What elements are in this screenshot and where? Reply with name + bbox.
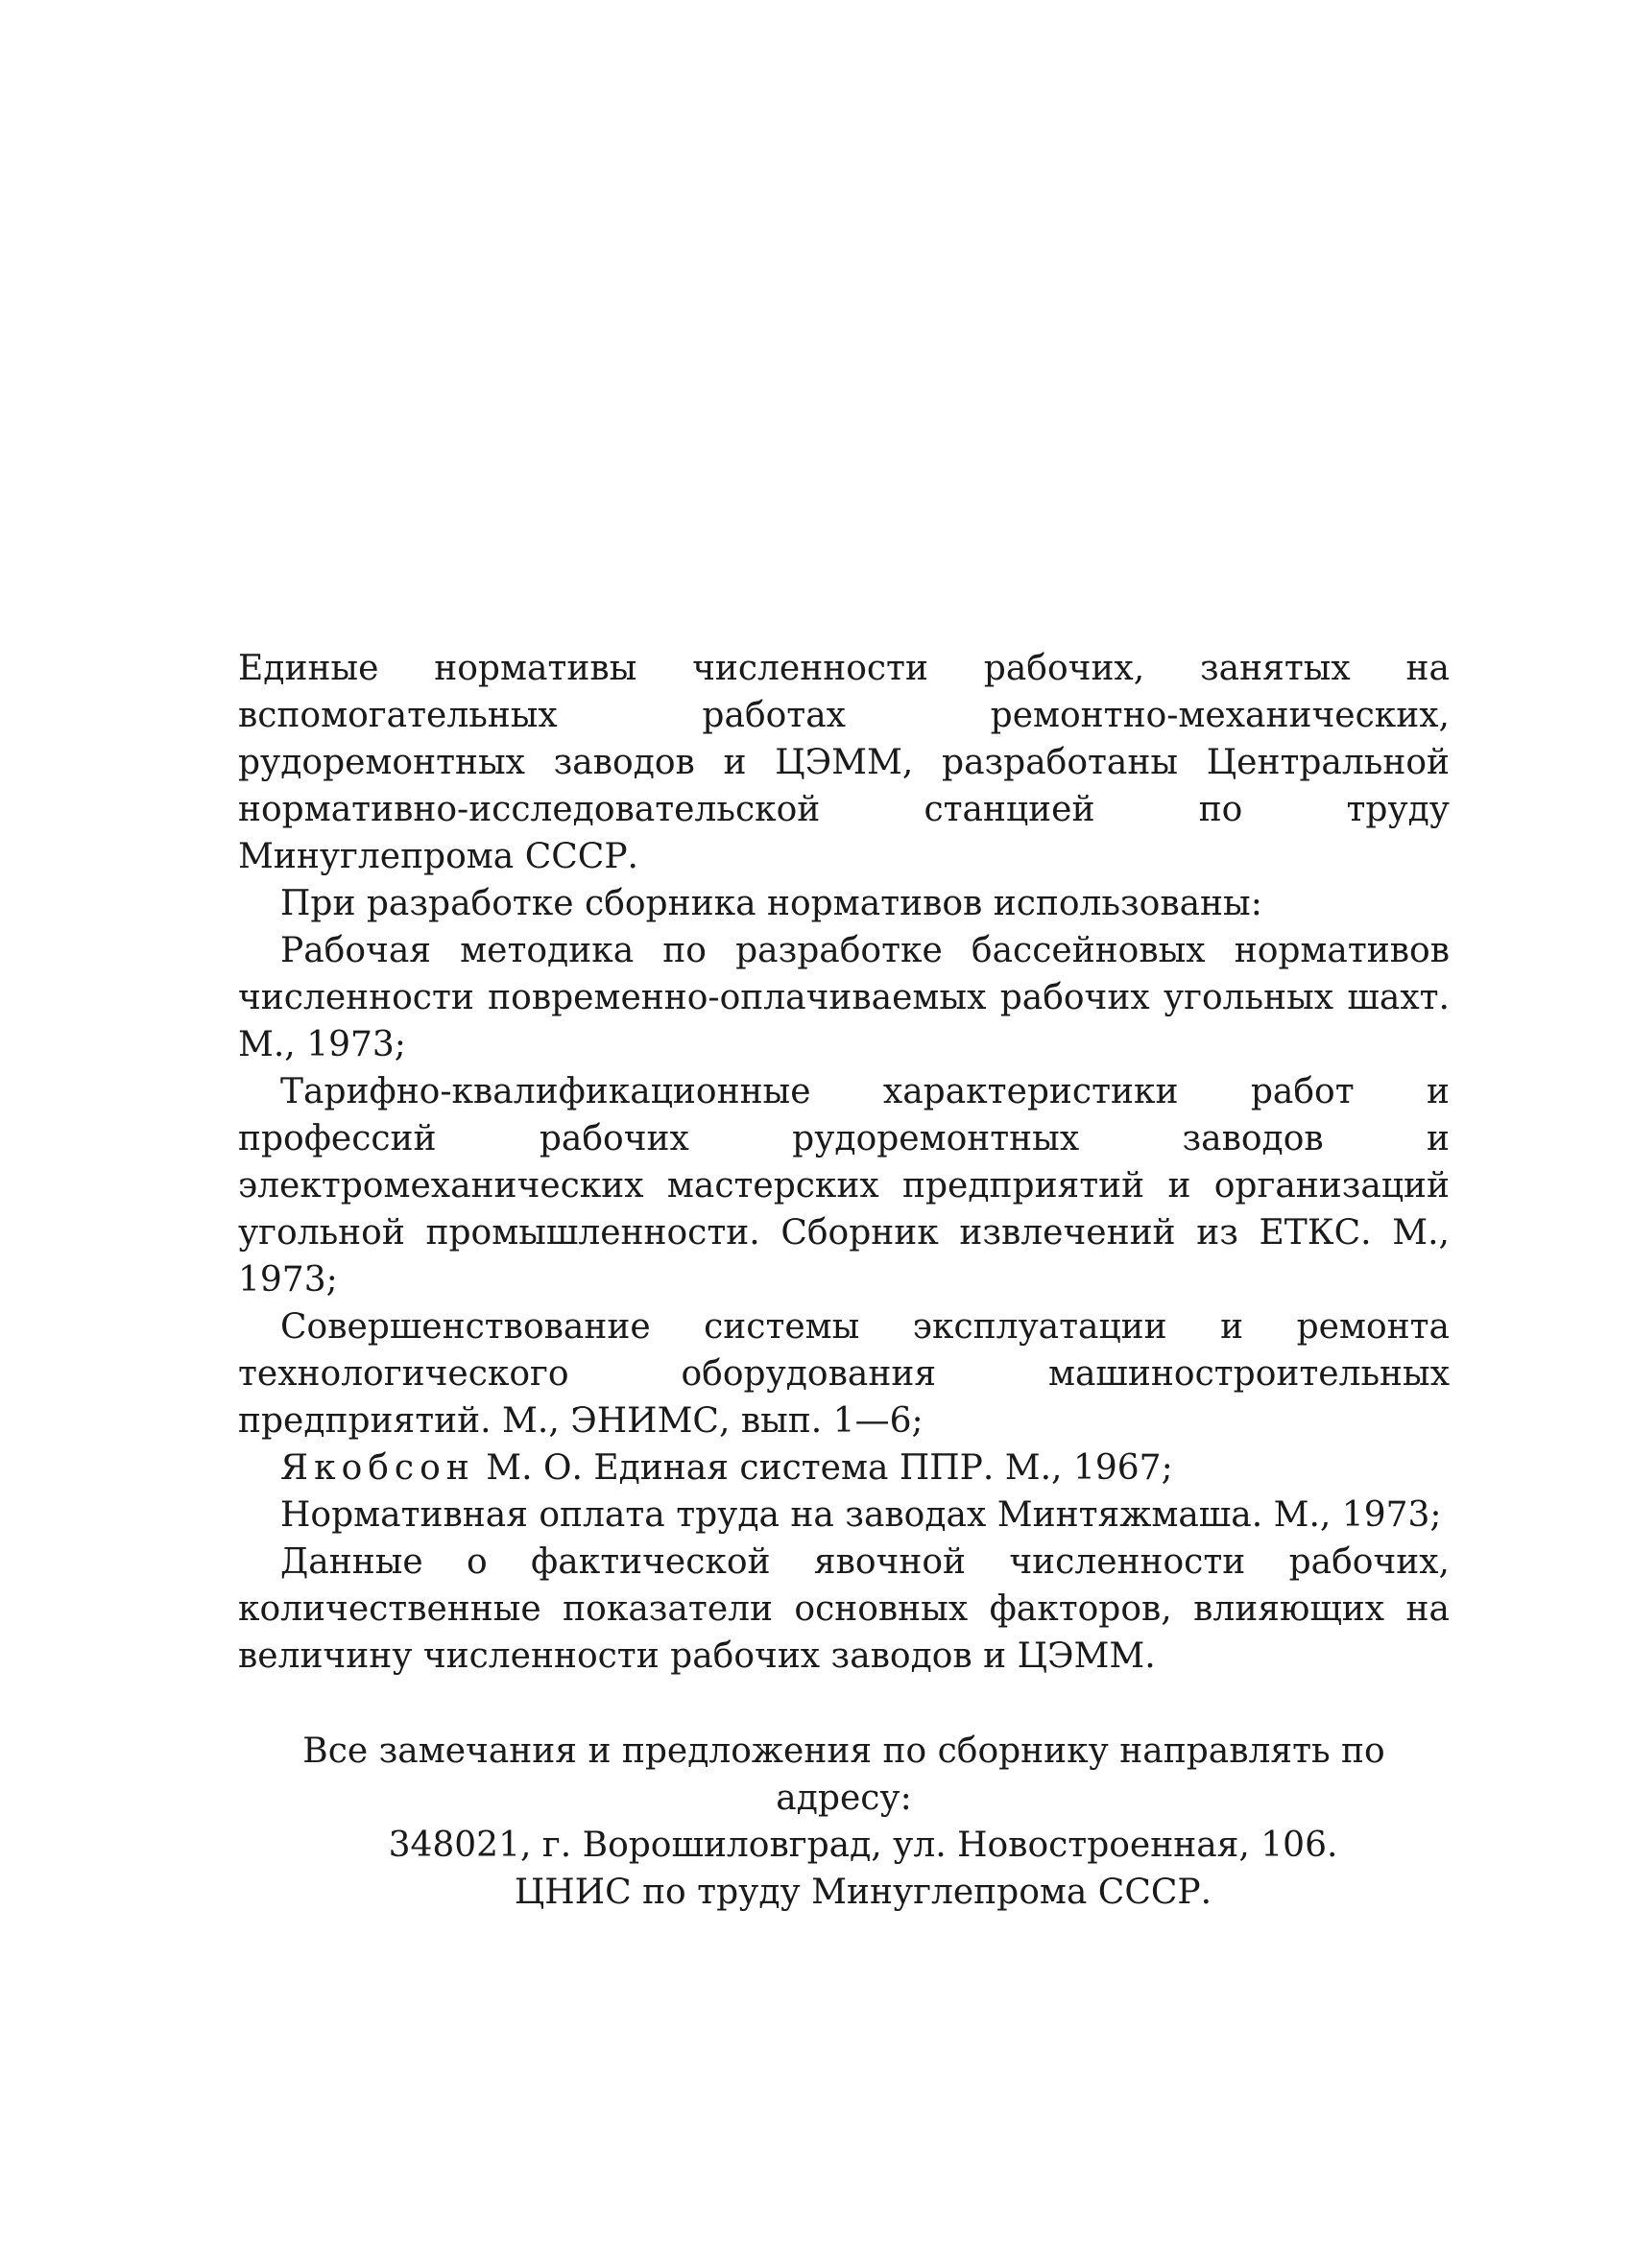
source-item-4 bbox=[238, 1444, 1450, 1492]
source-author-rest: М. О. Единая система ППР. М., 1967; bbox=[474, 1448, 1173, 1488]
contact-instruction: Все замечания и предложения по сборнику направлять по адресу: bbox=[302, 1731, 1385, 1818]
document-page bbox=[238, 645, 1450, 1916]
intro-paragraph: Единые нормативы численности рабочих, занятых на вспомогательных работах ремонтно-механических, рудоремонтных заводов и ЦЭММ, разработаны Центральной нормативно-исследовательской станцией по труду Минуглепрома СССР. bbox=[238, 649, 1450, 876]
source-item-1: Рабочая методика по разработке бассейновых нормативов численности повременно-оплачиваемых рабочих угольных шахт. М., 1973; bbox=[238, 931, 1450, 1064]
source-item-3: Совершенствование системы эксплуатации и ремонта технологического оборудования машиностроительных предприятий. М., ЭНИМС, вып. 1—6; bbox=[238, 1307, 1450, 1441]
source-item-2: Тарифно-квалификационные характеристики работ и профессий рабочих рудоремонтных заводов и электромеханических мастерских предприятий и организаций угольной промышленности. Сборник извлечений из ЕТКС. М., 1973; bbox=[238, 1072, 1450, 1300]
contact-block bbox=[238, 1728, 1450, 1916]
source-author: Якобсон bbox=[280, 1448, 475, 1488]
contact-address: 348021, г. Ворошиловград, ул. Новостроенная, 106. bbox=[388, 1826, 1338, 1865]
source-item-5: Нормативная оплата труда на заводах Минтяжмаша. М., 1973; bbox=[280, 1495, 1442, 1535]
contact-organization: ЦНИС по труду Минуглепрома СССР. bbox=[514, 1873, 1212, 1912]
sources-heading: При разработке сборника нормативов использованы: bbox=[280, 884, 1262, 923]
source-item-6: Данные о фактической явочной численности рабочих, количественные показатели основных факторов, влияющих на величину численности рабочих заводов и ЦЭММ. bbox=[238, 1542, 1450, 1676]
